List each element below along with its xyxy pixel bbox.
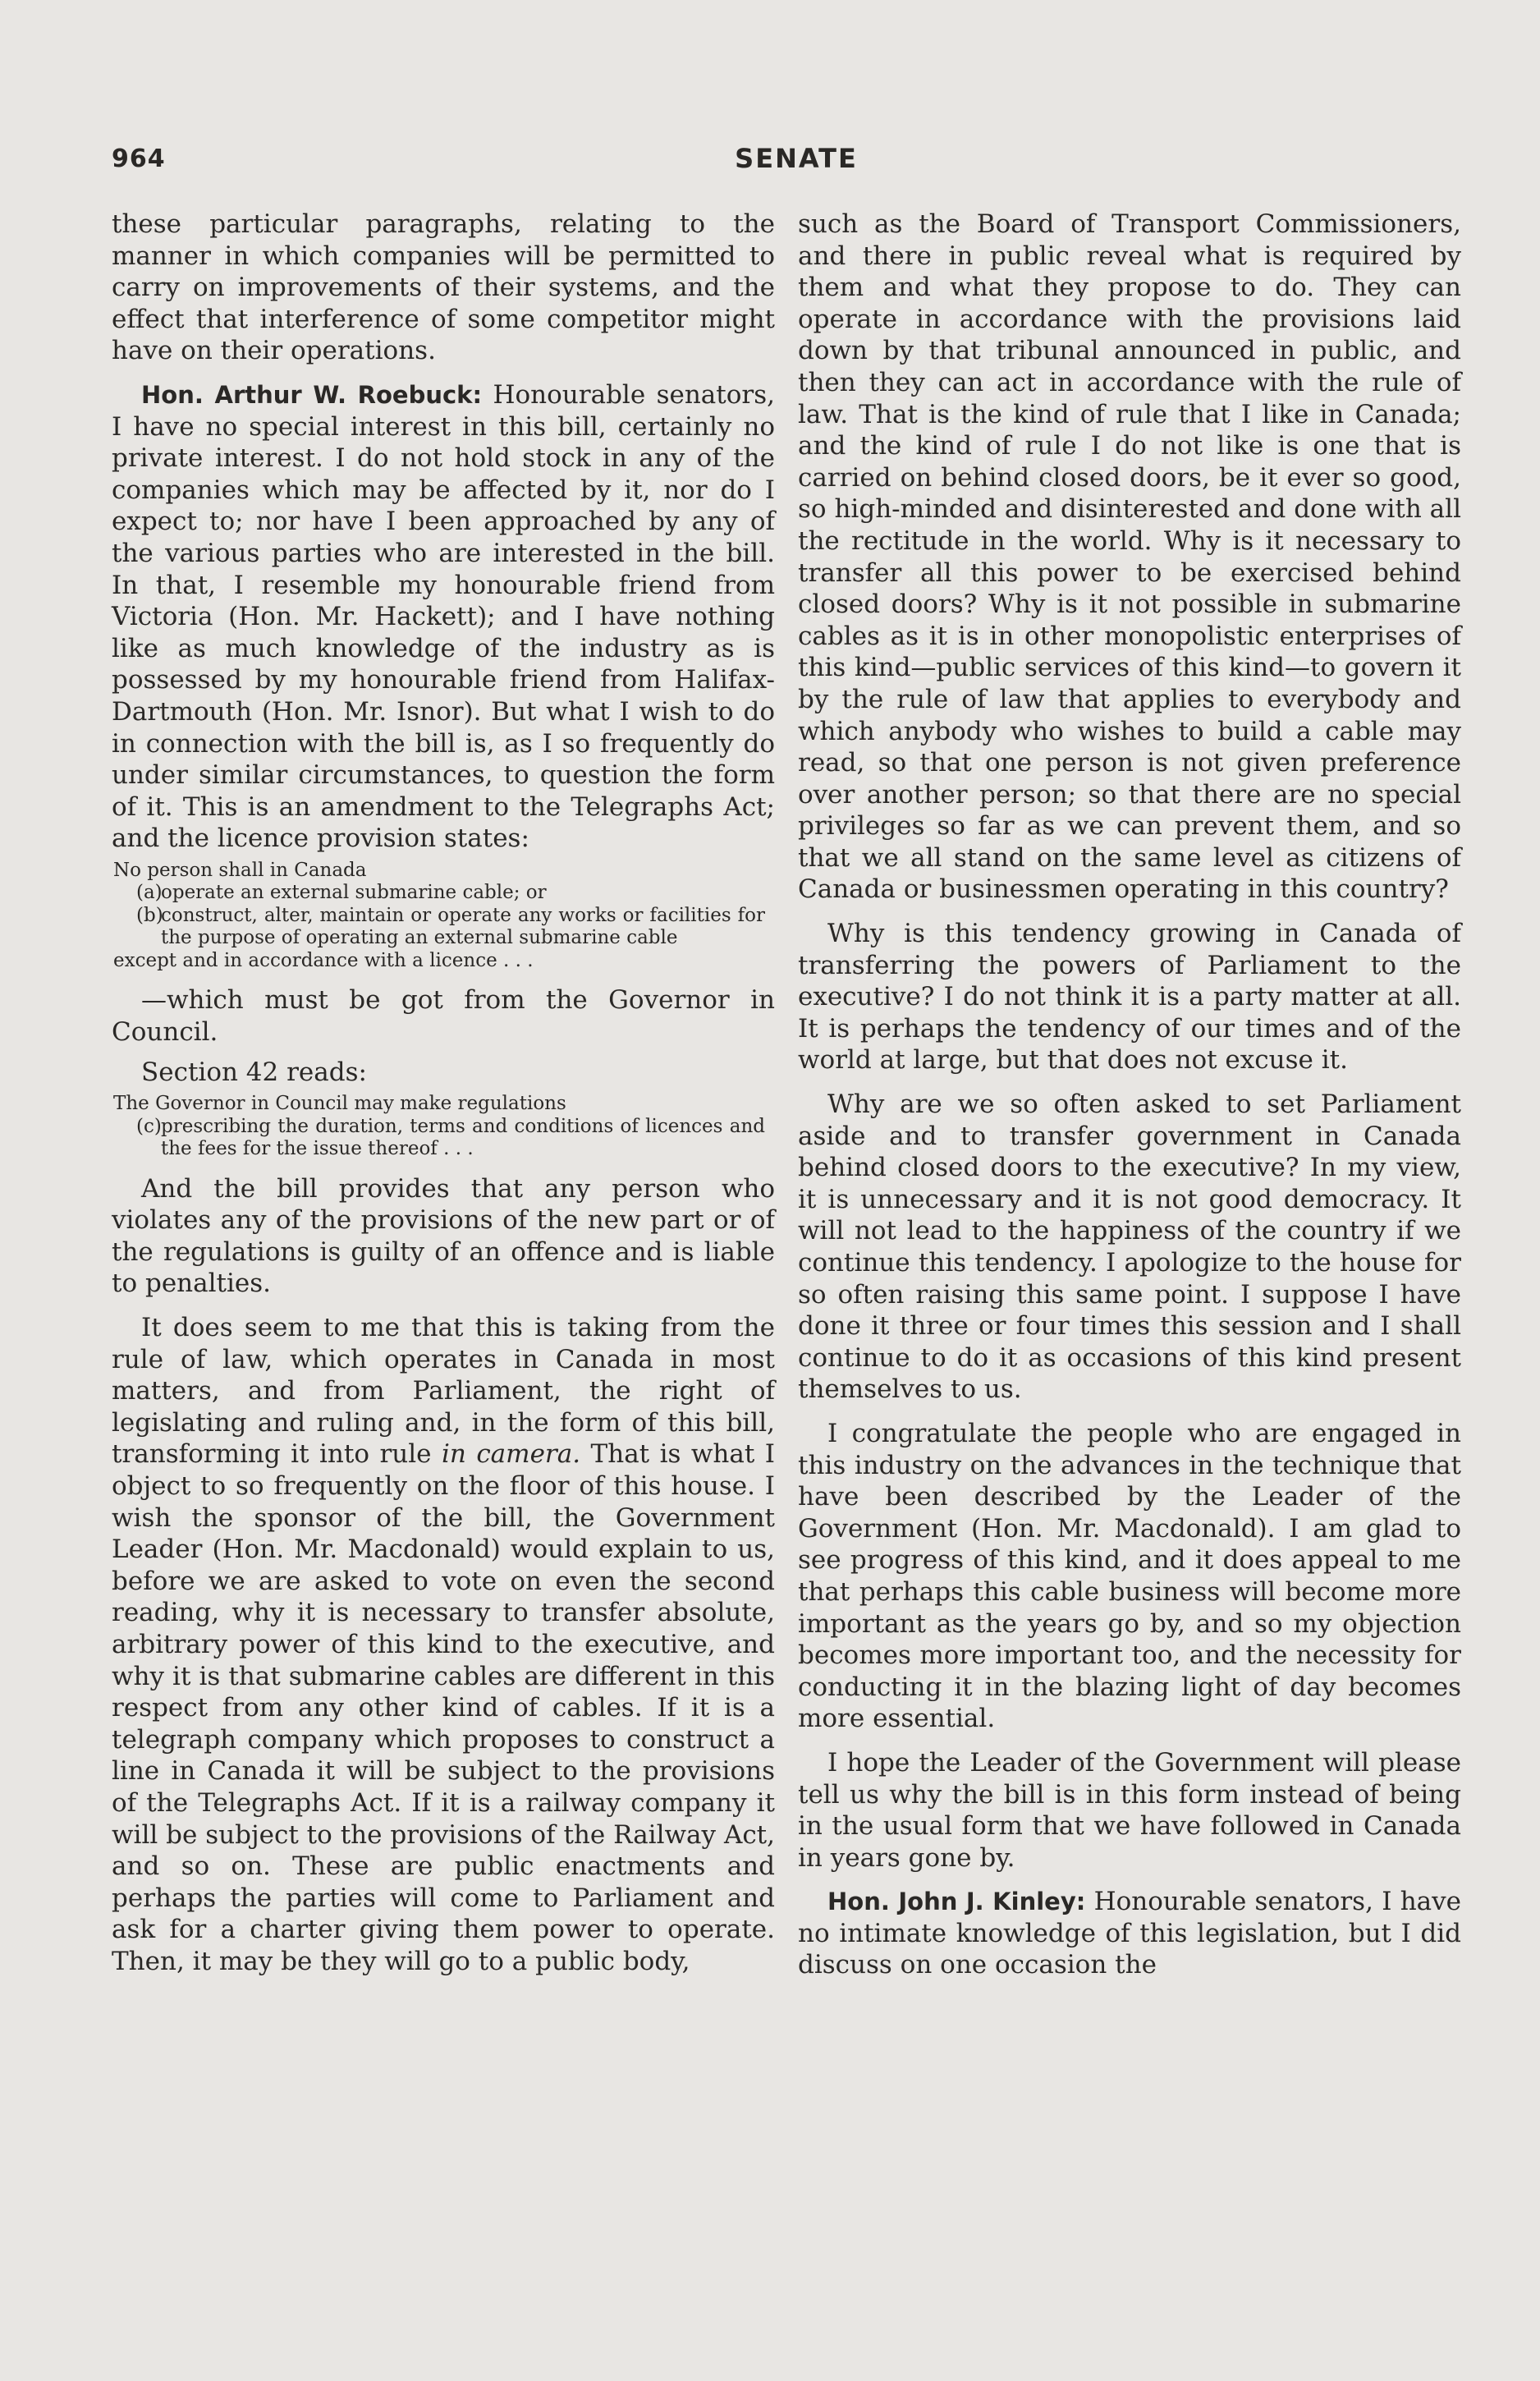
speech-text: Honourable senators, I have no special interest in this bill, certainly no private interest. I do not hold stock in any of the companies which may be affected by it, nor do I expect to; nor have I been approached by any of the various parties who are interested in the bill. In that, I resemble my honourable friend from Victoria (Hon. Mr. Hackett); and I have nothing like as much knowledge of the industry as is possessed by my honourable friend from Halifax-Dartmouth (Hon. Mr. Isnor). But what I wish to do in connection with the bill is, as I so frequently do under similar circumstances, to question the form of it. This is an amendment to the Telegraphs Act; and the licence provision states: — [112, 379, 775, 854]
item-text: prescribing the duration, terms and conditions of licences and the fees for the issue thereof . . . — [161, 1115, 765, 1160]
page-header — [112, 138, 1481, 187]
item-text: construct, alter, maintain or operate any works or facilities for the purpose of operating an external submarine cable — [161, 904, 765, 949]
quote-item — [112, 882, 765, 905]
quote-item — [112, 905, 765, 950]
paragraph: Why are we so often asked to set Parliament aside and to transfer government in Canada behind closed doors to the executive? In my view, it is unnecessary and it is not good democracy. It will not lead to the happiness of the country if we continue this tendency. I apologize to the house for so often raising this same point. I suppose I have done it three or four times this session and I shall continue to do it as occasions of this kind present themselves to us. — [798, 1090, 1461, 1405]
paragraph: And the bill provides that any person who violates any of the provisions of the new part or of the regulations is guilty of an offence and is liable to penalties. — [112, 1173, 775, 1299]
quote-intro: No person shall in Canada — [113, 859, 367, 881]
paragraph: —which must be got from the Governor in Council. — [112, 985, 775, 1047]
page-number: 964 — [112, 145, 166, 173]
quote-intro: The Governor in Council may make regulations — [113, 1093, 566, 1115]
speech-paragraph — [798, 1886, 1461, 1981]
quote-item — [112, 1116, 765, 1161]
paragraph: such as the Board of Transport Commissioners, and there in public reveal what is required by them and what they propose to do. They can operate in accordance with the provisions laid down by that tribunal announced in public, and then they can act in accordance with the rule of law. That is the kind of rule that I like in Canada; and the kind of rule I do not like is one that is carried on behind closed doors, be it ever so good, so high-minded and disinterested and done with all the rectitude in the world. Why is it necessary to transfer all this power to be exercised behind closed doors? Why is it not possible in submarine cables as it is in other monopolistic enterprises of this kind—public services of this kind—to govern it by the rule of law that applies to everybody and which anybody who wishes to build a cable may read, so that one person is not given preference over another person; so that there are no special privileges so far as we can prevent them, and so that we all stand on the same level as citizens of Canada or businessmen operating in this country? — [798, 209, 1461, 905]
paragraph — [112, 1312, 775, 1977]
item-text: operate an external submarine cable; or — [161, 882, 547, 904]
right-column — [798, 209, 1461, 1981]
section-label: Section 42 reads: — [141, 1057, 367, 1087]
paragraph: I congratulate the people who are engaged in this industry on the advances in the technique that have been described by the Leader of the Government (Hon. Mr. Macdonald). I am glad to see progress of this kind, and it does appeal to me that perhaps this cable business will become more important as the years go by, and so my objection becomes more important too, and the necessity for conducting it in the blazing light of day becomes more essential. — [798, 1418, 1461, 1734]
running-head: SENATE — [735, 143, 858, 174]
italic-phrase: in camera. — [441, 1439, 581, 1470]
item-marker: (a) — [136, 882, 163, 904]
speech-paragraph — [112, 379, 775, 855]
paragraph-text: It does seem to me that this is taking from the rule of law, which operates in Canada in most matters, and from Parliament, the right of legislating and ruling and, in the form of this bill, transforming it into rule — [112, 1313, 775, 1470]
item-marker: (c) — [136, 1115, 162, 1137]
paragraph: these particular paragraphs, relating to the manner in which companies will be permitted to carry on improvements of their systems, and the effect that interference of some competitor might have on their operations. — [112, 209, 775, 366]
item-marker: (b) — [136, 904, 163, 926]
speaker-name: Hon. John J. Kinley: — [827, 1888, 1086, 1916]
quote-tail: except and in accordance with a licence . . . — [113, 949, 534, 971]
left-column — [112, 209, 775, 1978]
paragraph: Why is this tendency growing in Canada of transferring the powers of Parliament to the executive? I do not think it is a party matter at all. It is perhaps the tendency of our times and of the world at large, but that does not excuse it. — [798, 919, 1461, 1076]
paragraph-text: That is what I object to so frequently on the floor of this house. I wish the sponsor of the bill, the Government Leader (Hon. Mr. Macdonald) would explain to us, before we are asked to vote on even the second reading, why it is necessary to transfer absolute, arbitrary power of this kind to the executive, and why it is that submarine cables are different in this respect from any other kind of cables. If it is a telegraph company which proposes to construct a line in Canada it will be subject to the provisions of the Telegraphs Act. If it is a railway company it will be subject to the provisions of the Railway Act, and so on. These are public enactments and perhaps the parties will come to Parliament and ask for a charter giving them power to operate. Then, it may be they will go to a public body, — [112, 1439, 776, 1976]
block-quote — [112, 1093, 775, 1161]
paragraph: I hope the Leader of the Government will please tell us why the bill is in this form instead of being in the usual form that we have followed in Canada in years gone by. — [798, 1747, 1461, 1873]
speaker-name: Hon. Arthur W. Roebuck: — [141, 380, 483, 409]
speech-text: Honourable senators, I have no intimate knowledge of this legislation, but I did discuss on one occasion the — [798, 1887, 1462, 1980]
block-quote — [112, 860, 775, 973]
